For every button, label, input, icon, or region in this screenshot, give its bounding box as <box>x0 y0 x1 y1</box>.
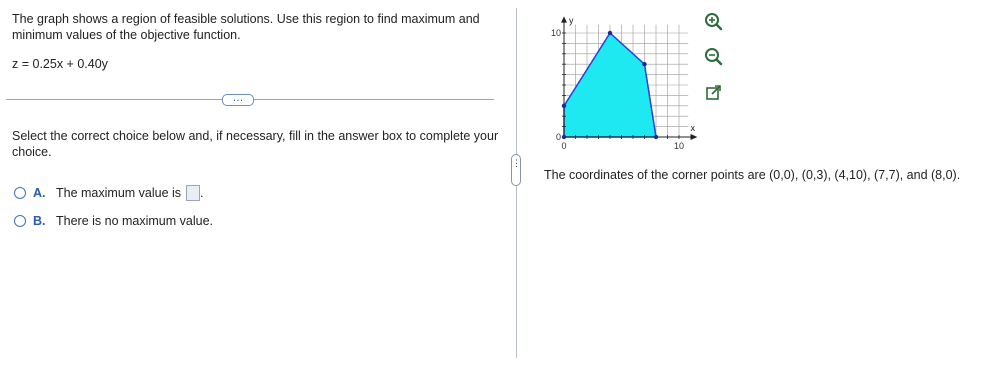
corner-point-4 <box>654 135 658 139</box>
x-axis-arrow <box>691 134 698 140</box>
zoom-in-icon[interactable] <box>703 11 725 33</box>
x-tick-label-0: 0 <box>561 141 567 151</box>
corner-point-1 <box>562 104 566 108</box>
y-axis-label: y <box>569 15 574 26</box>
choice-a-text: The maximum value is <box>56 186 182 200</box>
instruction-text: Select the correct choice below and, if necessary, fill in the answer box to complete your choice. <box>12 129 499 159</box>
feasible-region-graph <box>540 10 700 160</box>
choice-a-radio[interactable] <box>14 187 26 199</box>
corner-point-2 <box>608 31 612 35</box>
choice-a-letter: A. <box>33 186 46 200</box>
popout-icon[interactable] <box>703 82 725 104</box>
zoom-out-icon[interactable] <box>703 46 725 68</box>
choice-a[interactable] <box>14 184 204 202</box>
more-button[interactable]: … <box>222 94 254 106</box>
choice-a-suffix: . <box>200 186 204 200</box>
x-tick-label-10: 10 <box>673 141 685 151</box>
y-axis-arrow <box>561 16 567 22</box>
corner-point-3 <box>642 62 646 66</box>
answer-input-box[interactable] <box>186 185 200 201</box>
y-tick-label-10: 10 <box>550 28 561 38</box>
corner-points-text: The coordinates of the corner points are (0,0), (0,3), (4,10), (7,7), and (8,0). <box>544 168 961 182</box>
choice-b-text: There is no maximum value. <box>56 214 214 228</box>
question-prompt: The graph shows a region of feasible solutions. Use this region to find maximum and minimum values of the objective function. <box>12 12 480 42</box>
choice-b-radio[interactable] <box>14 215 26 227</box>
feasible-region <box>564 33 656 137</box>
choice-b[interactable] <box>14 212 213 230</box>
x-axis-label: x <box>690 123 695 133</box>
objective-function: z = 0.25x + 0.40y <box>12 57 108 71</box>
choice-b-letter: B. <box>33 214 46 228</box>
y-tick-label-0: 0 <box>555 132 561 142</box>
corner-point-0 <box>562 135 566 139</box>
panel-resize-handle[interactable]: ⋮ <box>511 154 521 186</box>
